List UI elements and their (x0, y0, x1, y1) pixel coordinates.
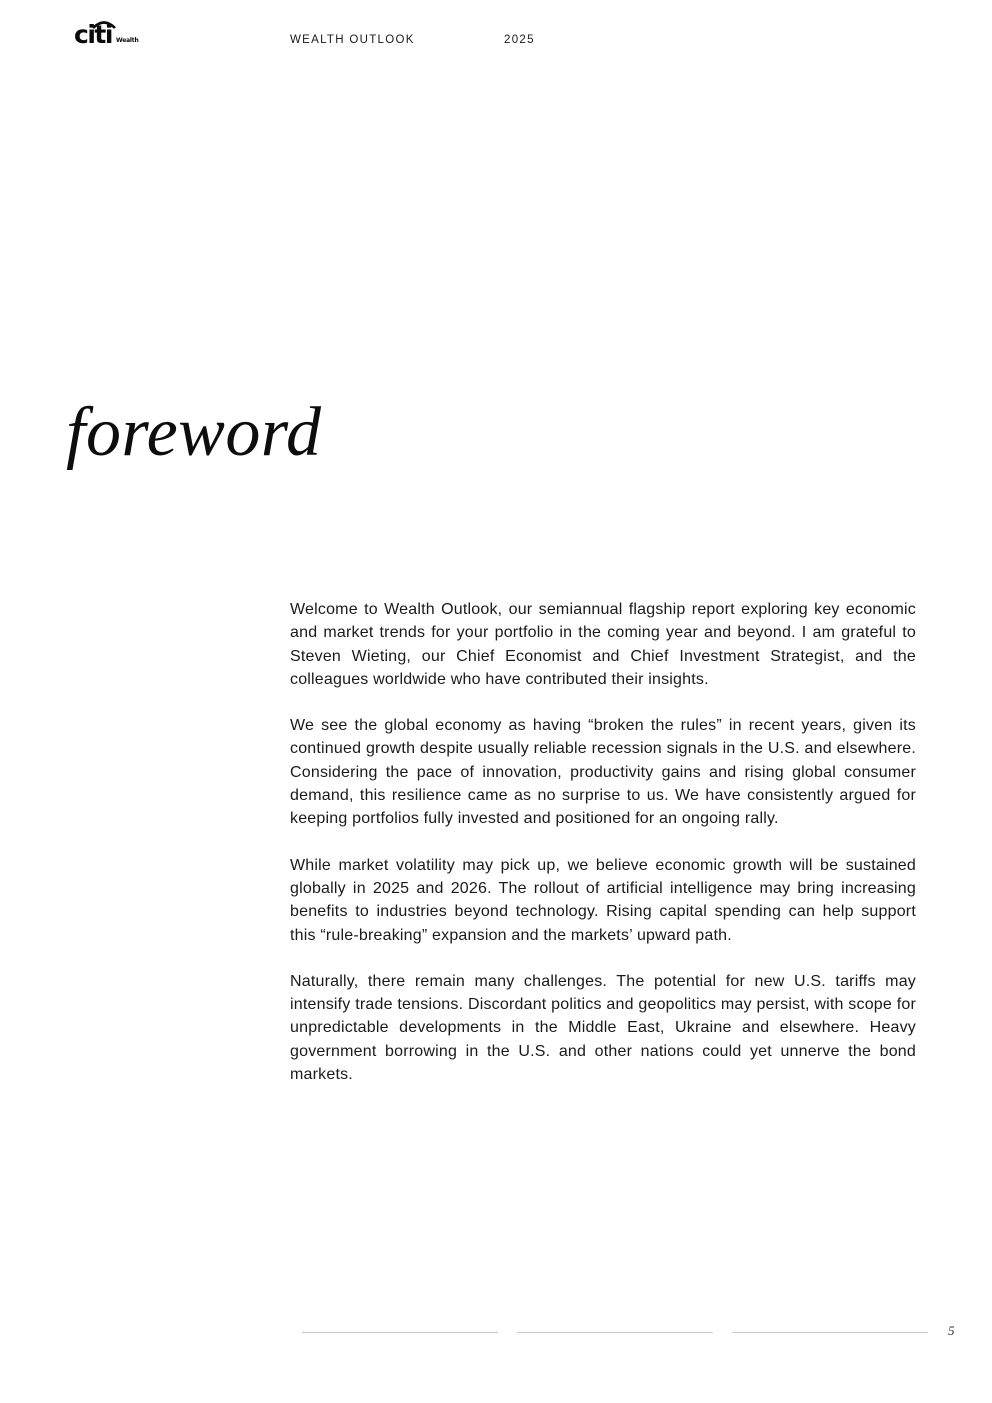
paragraph: Welcome to Wealth Outlook, our semiannual flagship report exploring key economic and market trends for your portfolio in the coming year and beyond. I am grateful to Steven Wieting, our Chief Economist and Chief Investment Strategist, and the colleagues worldwide who have contributed their insights. (290, 601, 916, 688)
paragraph: While market volatility may pick up, we believe economic growth will be sustained globally in 2025 and 2026. The rollout of artificial intelligence may bring increasing benefits to industries beyond technology. Rising capital spending can help support this “rule-breaking” expansion and the markets’ upward path. (290, 856, 916, 944)
footer-divider (517, 1332, 713, 1333)
foreword-body (290, 598, 916, 1109)
logo-arc-icon (91, 19, 117, 29)
page-number: 5 (948, 1323, 955, 1338)
footer-divider (732, 1332, 928, 1333)
page-heading: foreword (66, 394, 322, 471)
header-title: WEALTH OUTLOOK (290, 34, 415, 46)
paragraph: Naturally, there remain many challenges. The potential for new U.S. tariffs may intensify trade tensions. Discordant politics and geopolitics may persist, with scope for unpredictable developments in the Middle East, Ukraine and elsewhere. Heavy government borrowing in the U.S. and other nations could yet unnerve the bond markets. (290, 972, 916, 1084)
logo-wordmark: citi (74, 20, 112, 49)
footer-divider (302, 1332, 498, 1333)
logo-subtitle: Wealth (116, 37, 139, 44)
header-year: 2025 (504, 34, 535, 46)
citi-wealth-logo (74, 20, 144, 50)
paragraph: We see the global economy as having “broken the rules” in recent years, given its continued growth despite usually reliable recession signals in the U.S. and elsewhere. Considering the pace of innovation, productivity gains and rising global consumer demand, this resilience came as no surprise to us. We have consistently argued for keeping portfolios fully invested and positioned for an ongoing rally. (290, 717, 916, 828)
